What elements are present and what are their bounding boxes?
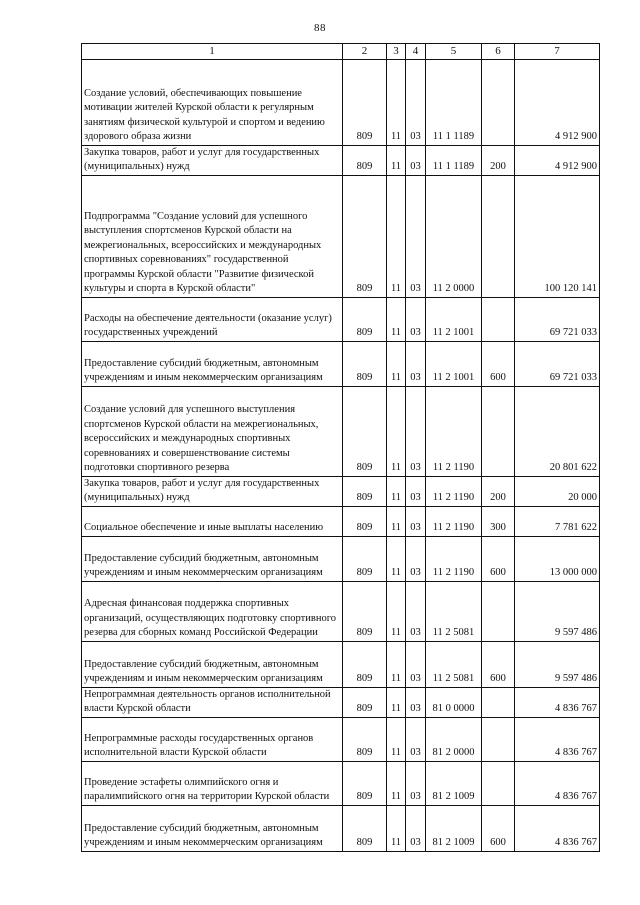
row-amount: 9 597 486 — [515, 581, 600, 641]
table-row — [82, 297, 600, 341]
header-col-3: 3 — [387, 44, 406, 60]
row-subsection: 03 — [406, 805, 426, 851]
row-name: Создание условий, обеспечивающих повышение мотивации жителей Курской области к регулярным занятиям физической культурой и спортом и ведению здорового образа жизни — [82, 59, 343, 145]
row-grbs: 809 — [343, 641, 387, 687]
row-target-article: 81 2 1009 — [426, 761, 482, 805]
row-grbs: 809 — [343, 175, 387, 297]
row-section: 11 — [387, 761, 406, 805]
row-section: 11 — [387, 145, 406, 175]
row-section: 11 — [387, 59, 406, 145]
row-section: 11 — [387, 476, 406, 506]
row-grbs: 809 — [343, 145, 387, 175]
row-name: Социальное обеспечение и иные выплаты населению — [82, 506, 343, 536]
row-expense-type — [482, 581, 515, 641]
row-name: Предоставление субсидий бюджетным, автономным учреждениям и иным некоммерческим организациям — [82, 341, 343, 386]
row-expense-type — [482, 59, 515, 145]
row-expense-type — [482, 687, 515, 717]
row-target-article: 11 2 1190 — [426, 506, 482, 536]
row-amount: 7 781 622 — [515, 506, 600, 536]
row-target-article: 81 2 0000 — [426, 717, 482, 761]
row-name: Расходы на обеспечение деятельности (оказание услуг) государственных учреждений — [82, 297, 343, 341]
header-col-7: 7 — [515, 44, 600, 60]
row-grbs: 809 — [343, 386, 387, 476]
row-name: Проведение эстафеты олимпийского огня и паралимпийского огня на территории Курской области — [82, 761, 343, 805]
row-amount: 13 000 000 — [515, 536, 600, 581]
row-section: 11 — [387, 581, 406, 641]
row-subsection: 03 — [406, 175, 426, 297]
row-expense-type — [482, 717, 515, 761]
row-expense-type — [482, 761, 515, 805]
row-name: Закупка товаров, работ и услуг для государственных (муниципальных) нужд — [82, 476, 343, 506]
row-target-article: 11 2 5081 — [426, 581, 482, 641]
header-col-4: 4 — [406, 44, 426, 60]
row-amount: 4 912 900 — [515, 59, 600, 145]
table-row — [82, 536, 600, 581]
row-amount: 4 836 767 — [515, 761, 600, 805]
row-section: 11 — [387, 386, 406, 476]
row-subsection: 03 — [406, 386, 426, 476]
row-target-article: 11 2 0000 — [426, 175, 482, 297]
header-col-1: 1 — [82, 44, 343, 60]
row-amount: 4 836 767 — [515, 805, 600, 851]
row-target-article: 11 1 1189 — [426, 59, 482, 145]
row-subsection: 03 — [406, 717, 426, 761]
row-amount: 20 000 — [515, 476, 600, 506]
row-target-article: 11 2 1001 — [426, 341, 482, 386]
row-section: 11 — [387, 536, 406, 581]
row-section: 11 — [387, 687, 406, 717]
row-target-article: 11 2 1190 — [426, 476, 482, 506]
table-row — [82, 506, 600, 536]
row-grbs: 809 — [343, 59, 387, 145]
row-subsection: 03 — [406, 641, 426, 687]
row-name: Предоставление субсидий бюджетным, автономным учреждениям и иным некоммерческим организациям — [82, 805, 343, 851]
row-expense-type: 600 — [482, 641, 515, 687]
row-target-article: 11 2 1190 — [426, 386, 482, 476]
row-subsection: 03 — [406, 687, 426, 717]
row-subsection: 03 — [406, 536, 426, 581]
row-name: Создание условий для успешного выступления спортсменов Курской области на межрегиональных, всероссийских и международных спортивных соревнованиях и совершенствование системы подготовки спортивного резерва — [82, 386, 343, 476]
row-name: Предоставление субсидий бюджетным, автономным учреждениям и иным некоммерческим организациям — [82, 536, 343, 581]
row-grbs: 809 — [343, 536, 387, 581]
row-subsection: 03 — [406, 761, 426, 805]
row-grbs: 809 — [343, 506, 387, 536]
row-expense-type: 600 — [482, 805, 515, 851]
table-row — [82, 641, 600, 687]
row-section: 11 — [387, 717, 406, 761]
row-amount: 20 801 622 — [515, 386, 600, 476]
row-grbs: 809 — [343, 341, 387, 386]
row-subsection: 03 — [406, 145, 426, 175]
table-row — [82, 581, 600, 641]
row-subsection: 03 — [406, 341, 426, 386]
row-target-article: 11 2 5081 — [426, 641, 482, 687]
row-subsection: 03 — [406, 476, 426, 506]
row-target-article: 81 0 0000 — [426, 687, 482, 717]
table-row — [82, 175, 600, 297]
row-expense-type — [482, 386, 515, 476]
header-row — [82, 44, 600, 60]
row-expense-type — [482, 175, 515, 297]
row-target-article: 11 2 1001 — [426, 297, 482, 341]
budget-table — [81, 43, 600, 852]
row-expense-type: 200 — [482, 476, 515, 506]
table-row — [82, 476, 600, 506]
row-amount: 100 120 141 — [515, 175, 600, 297]
header-col-5: 5 — [426, 44, 482, 60]
row-target-article: 81 2 1009 — [426, 805, 482, 851]
row-expense-type: 200 — [482, 145, 515, 175]
row-name: Подпрограмма "Создание условий для успешного выступления спортсменов Курской области на межрегиональных, всероссийских и международных спортивных соревнованиях" государственной программы Курской области "Развитие физической культуры и спорта в Курской области" — [82, 175, 343, 297]
row-section: 11 — [387, 341, 406, 386]
table-row — [82, 687, 600, 717]
row-amount: 4 836 767 — [515, 717, 600, 761]
header-col-2: 2 — [343, 44, 387, 60]
row-name: Предоставление субсидий бюджетным, автономным учреждениям и иным некоммерческим организациям — [82, 641, 343, 687]
row-grbs: 809 — [343, 687, 387, 717]
row-subsection: 03 — [406, 297, 426, 341]
row-subsection: 03 — [406, 59, 426, 145]
table-row — [82, 717, 600, 761]
table-row — [82, 386, 600, 476]
row-section: 11 — [387, 641, 406, 687]
row-target-article: 11 1 1189 — [426, 145, 482, 175]
row-section: 11 — [387, 297, 406, 341]
row-amount: 4 912 900 — [515, 145, 600, 175]
header-col-6: 6 — [482, 44, 515, 60]
row-section: 11 — [387, 506, 406, 536]
row-amount: 9 597 486 — [515, 641, 600, 687]
row-section: 11 — [387, 175, 406, 297]
row-section: 11 — [387, 805, 406, 851]
row-expense-type — [482, 297, 515, 341]
row-name: Закупка товаров, работ и услуг для государственных (муниципальных) нужд — [82, 145, 343, 175]
row-subsection: 03 — [406, 581, 426, 641]
row-name: Непрограммные расходы государственных органов исполнительной власти Курской области — [82, 717, 343, 761]
table-row — [82, 59, 600, 145]
table-row — [82, 761, 600, 805]
row-grbs: 809 — [343, 805, 387, 851]
page-number: 88 — [314, 22, 326, 34]
row-grbs: 809 — [343, 761, 387, 805]
row-name: Адресная финансовая поддержка спортивных организаций, осуществляющих подготовку спортивного резерва для сборных команд Российской Федерации — [82, 581, 343, 641]
row-grbs: 809 — [343, 297, 387, 341]
row-target-article: 11 2 1190 — [426, 536, 482, 581]
table-row — [82, 805, 600, 851]
row-subsection: 03 — [406, 506, 426, 536]
row-expense-type: 600 — [482, 341, 515, 386]
row-amount: 4 836 767 — [515, 687, 600, 717]
row-expense-type: 600 — [482, 536, 515, 581]
table-row — [82, 341, 600, 386]
table-row — [82, 145, 600, 175]
row-name: Непрограммная деятельность органов исполнительной власти Курской области — [82, 687, 343, 717]
row-grbs: 809 — [343, 476, 387, 506]
row-grbs: 809 — [343, 717, 387, 761]
row-expense-type: 300 — [482, 506, 515, 536]
row-amount: 69 721 033 — [515, 297, 600, 341]
row-amount: 69 721 033 — [515, 341, 600, 386]
row-grbs: 809 — [343, 581, 387, 641]
